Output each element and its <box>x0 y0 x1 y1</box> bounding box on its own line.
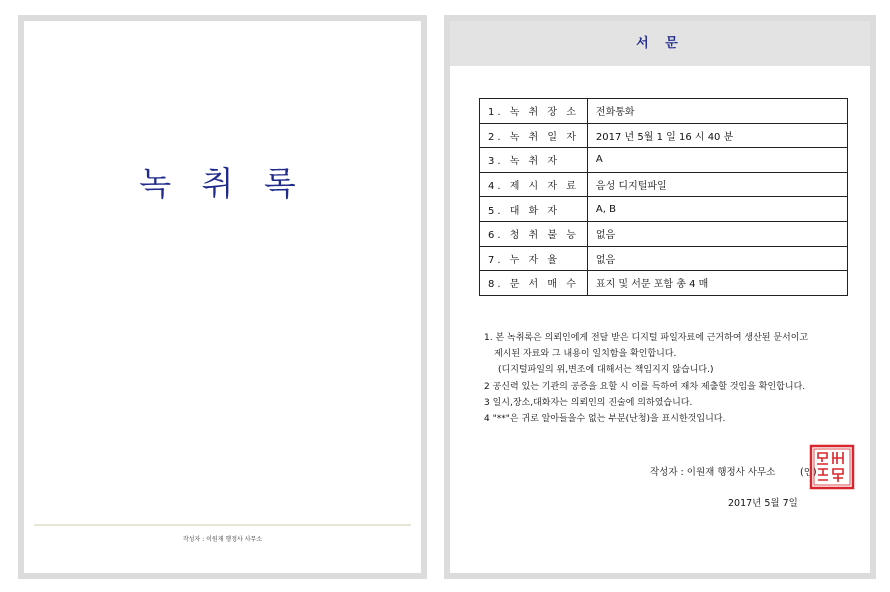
row-label: 2. 녹 취 일 자 <box>480 123 588 148</box>
note-item: 제시된 자료와 그 내용이 일치함을 확인합니다. <box>494 349 677 360</box>
table-row <box>480 221 848 246</box>
table-row <box>480 172 848 197</box>
cover-title: 녹 취 록 <box>139 164 306 203</box>
note-item: 4 "**"은 귀로 알아들을수 없는 부분(난청)을 표시한것입니다. <box>484 414 726 425</box>
row-label: 7. 누 자 율 <box>480 246 588 271</box>
row-label: 8. 문 서 매 수 <box>480 271 588 296</box>
cover-divider <box>34 524 411 526</box>
document-date: 2017년 5월 7일 <box>728 498 798 509</box>
notes-list <box>484 330 869 427</box>
cover-page <box>18 15 427 579</box>
row-label: 1. 녹 취 장 소 <box>480 99 588 124</box>
table-row <box>480 123 848 148</box>
table-row <box>480 271 848 296</box>
table-row <box>480 99 848 124</box>
preface-header: 서 문 <box>450 21 870 66</box>
table-row <box>480 246 848 271</box>
row-value: 2017 년 5월 1 일 16 시 40 분 <box>587 123 847 148</box>
seal-mark-text: (인) <box>800 467 817 478</box>
row-value: 없음 <box>587 221 847 246</box>
cover-footer: 작성자 : 이원재 행정사 사무소 <box>182 536 263 543</box>
preface-page <box>444 15 876 579</box>
table-row <box>480 148 848 173</box>
row-value: 음성 디지털파일 <box>587 172 847 197</box>
row-value: 표지 및 서문 포함 총 4 매 <box>587 271 847 296</box>
note-item: (디지털파일의 위,변조에 대해서는 책임지지 않습니다.) <box>498 365 714 376</box>
note-item: 2 공신력 있는 기관의 공증을 요할 시 이를 득하여 재차 제출할 것임을 확인합니다. <box>484 381 806 392</box>
row-value: A, B <box>587 197 847 222</box>
note-item: 3 일시,장소,대화자는 의뢰인의 진술에 의하였습니다. <box>484 397 693 408</box>
row-value: A <box>587 148 847 173</box>
record-info-table <box>479 98 848 296</box>
row-value: 없음 <box>587 246 847 271</box>
seal-stamp-icon <box>809 444 855 490</box>
author-text: 작성자 : 이원재 행정사 사무소 <box>650 467 776 478</box>
row-label: 6. 청 취 불 능 <box>480 221 588 246</box>
row-value: 전화통화 <box>587 99 847 124</box>
row-label: 4. 제 시 자 료 <box>480 172 588 197</box>
row-label: 5. 대 화 자 <box>480 197 588 222</box>
row-label: 3. 녹 취 자 <box>480 148 588 173</box>
note-item: 1. 본 녹취록은 의뢰인에게 전달 받은 디지털 파일자료에 근거하여 생산된 문서이고 <box>484 333 809 343</box>
table-row <box>480 197 848 222</box>
author-line <box>650 464 817 478</box>
